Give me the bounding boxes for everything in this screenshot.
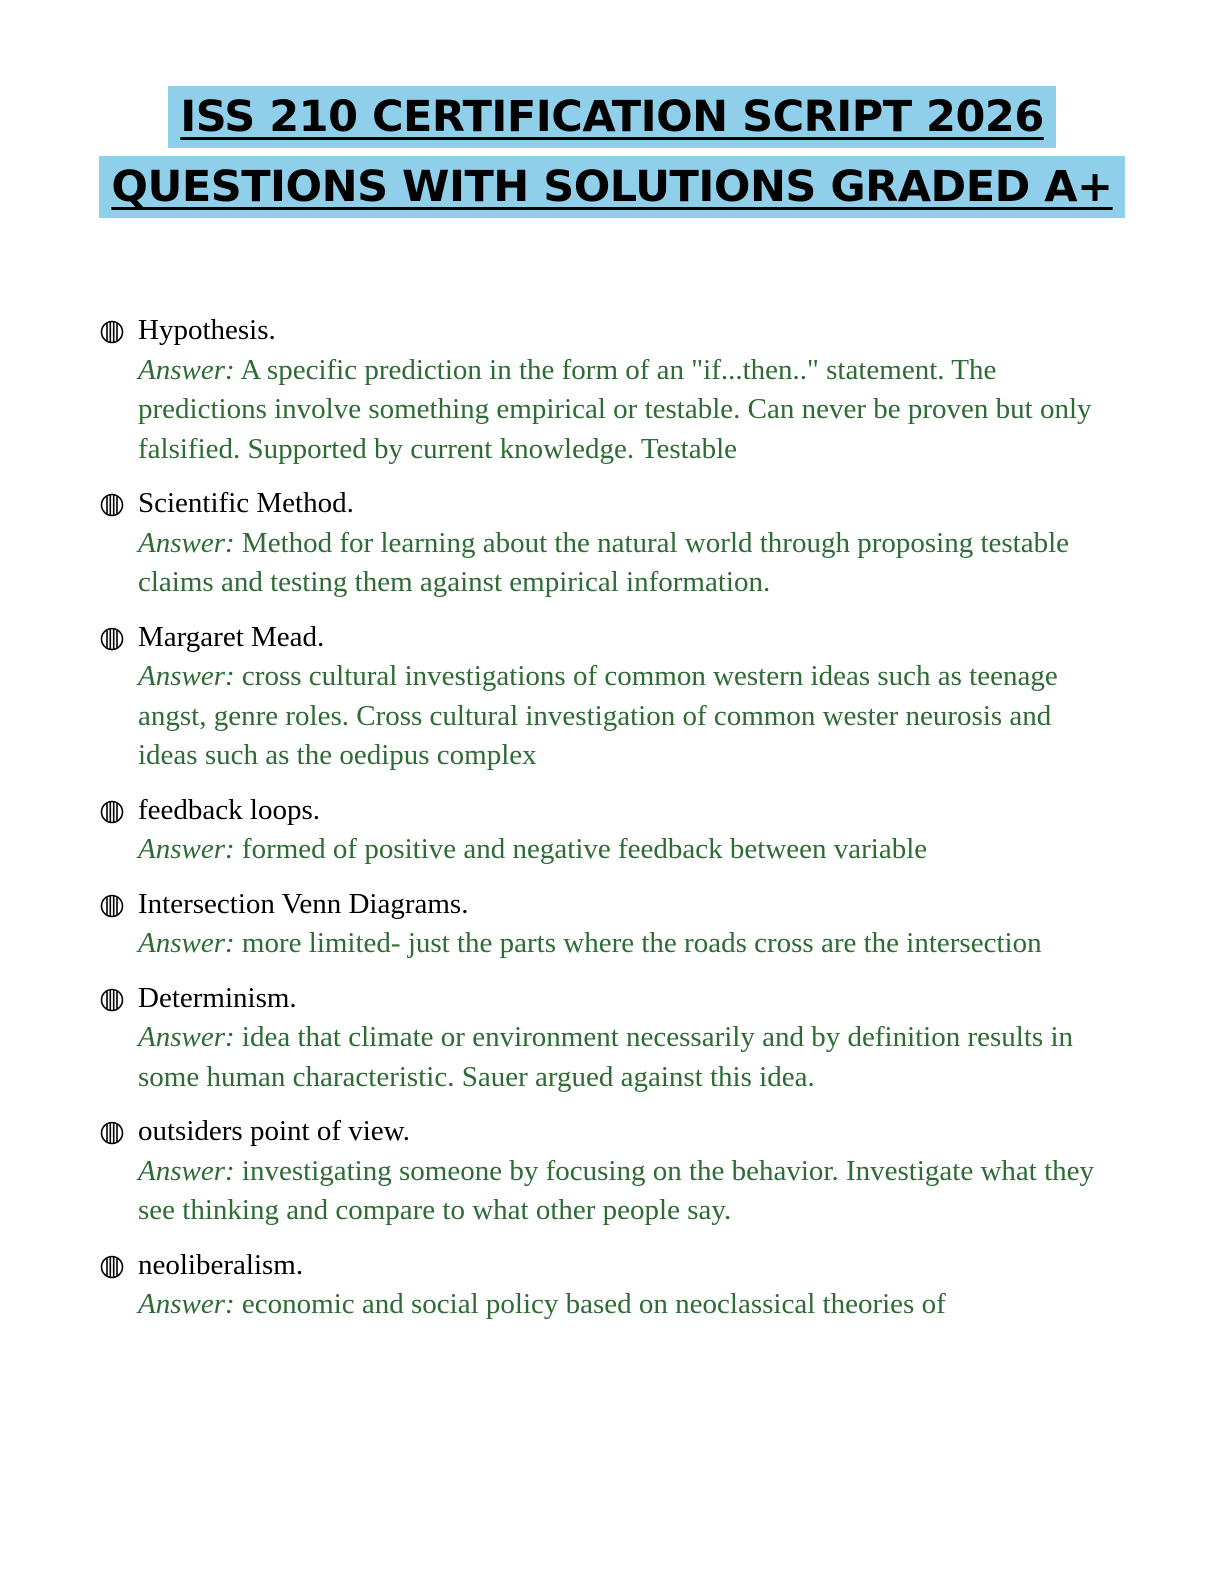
striped-circle-bullet-icon (100, 894, 124, 918)
answer-body: formed of positive and negative feedback between variable (241, 833, 928, 865)
qa-item (98, 618, 1108, 776)
qa-list (98, 311, 1108, 1340)
striped-circle-bullet-icon (100, 988, 124, 1012)
question-text: feedback loops. (138, 793, 320, 826)
answer-body: cross cultural investigations of common western ideas such as teenage angst, genre roles. Cross cultural investigation of common wester neurosis and ideas such as the oedipus complex (138, 660, 1058, 771)
answer-body: economic and social policy based on neoclassical theories of (241, 1288, 946, 1320)
answer-label: Answer: (138, 526, 235, 559)
answer-body: Method for learning about the natural world through proposing testable claims and testing them against empirical information. (138, 526, 1070, 598)
answer-body: idea that climate or environment necessarily and by definition results in some human characteristic. Sauer argued against this idea. (138, 1021, 1074, 1093)
striped-circle-bullet-icon (100, 800, 124, 824)
answer-body: more limited- just the parts where the roads cross are the intersection (241, 927, 1042, 959)
qa-item (98, 979, 1108, 1098)
answer-text (138, 524, 1108, 603)
answer-text (138, 1285, 1108, 1325)
answer-text (138, 657, 1108, 776)
answer-label: Answer: (138, 353, 235, 386)
question-text: Determinism. (138, 981, 297, 1014)
question-text: outsiders point of view. (138, 1115, 410, 1147)
answer-body: A specific prediction in the form of an "if...then.." statement. The predictions involve something empirical or testable. Can never be proven but only falsified. Supported by current knowledge. Testable (138, 353, 1092, 465)
answer-label: Answer: (138, 833, 235, 865)
answer-text (138, 830, 1108, 870)
title-line-2: QUESTIONS WITH SOLUTIONS GRADED A+ (99, 156, 1124, 218)
answer-label: Answer: (138, 660, 235, 692)
qa-item (98, 484, 1108, 603)
answer-text (138, 924, 1108, 964)
title-line-1: ISS 210 CERTIFICATION SCRIPT 2026 (168, 86, 1056, 148)
qa-item (98, 885, 1108, 964)
question-text: Scientific Method. (138, 487, 354, 519)
answer-label: Answer: (138, 1154, 235, 1187)
answer-text (138, 351, 1108, 470)
answer-body: investigating someone by focusing on the behavior. Investigate what they see thinking and compare to what other people say. (138, 1154, 1095, 1226)
qa-item (98, 791, 1108, 870)
striped-circle-bullet-icon (100, 320, 124, 344)
answer-label: Answer: (138, 927, 235, 959)
striped-circle-bullet-icon (100, 493, 124, 517)
question-text: neoliberalism. (138, 1248, 304, 1281)
question-text: Hypothesis. (138, 314, 276, 346)
striped-circle-bullet-icon (100, 1121, 124, 1145)
answer-label: Answer: (138, 1288, 235, 1320)
answer-text (138, 1018, 1108, 1097)
answer-text (138, 1152, 1108, 1231)
question-text: Margaret Mead. (138, 620, 325, 653)
qa-item (98, 1112, 1108, 1231)
question-text: Intersection Venn Diagrams. (138, 887, 469, 920)
answer-label: Answer: (138, 1021, 235, 1053)
qa-item (98, 1246, 1108, 1325)
striped-circle-bullet-icon (100, 1255, 124, 1279)
document-title (0, 86, 1224, 218)
qa-item (98, 311, 1108, 469)
striped-circle-bullet-icon (100, 627, 124, 651)
